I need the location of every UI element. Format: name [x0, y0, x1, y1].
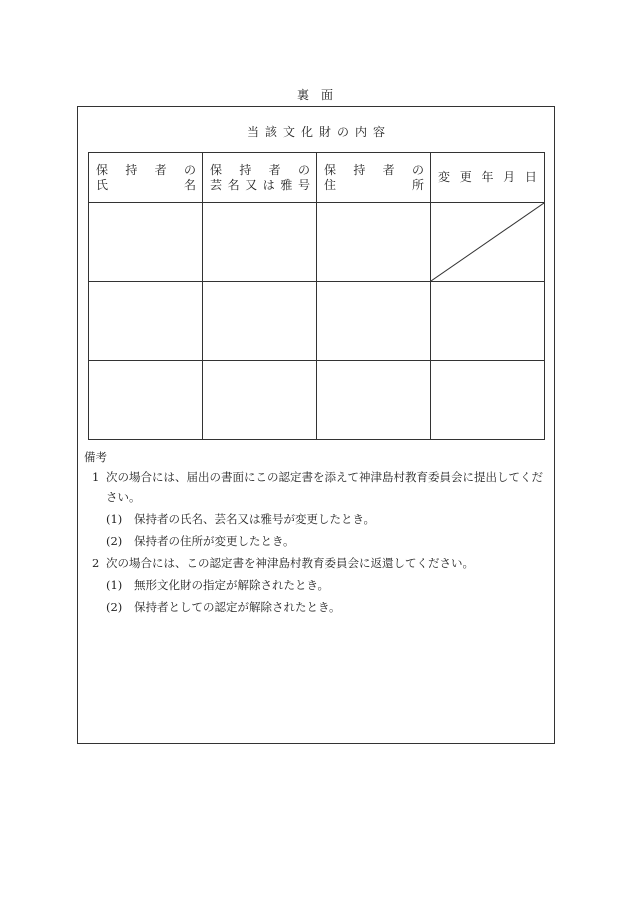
cell-holder-name[interactable] [89, 203, 203, 282]
header-holder-address-line1: 保 持 者 の [324, 163, 424, 177]
remarks-item-text: 次の場合には、届出の書面にこの認定書を添えて神津島村教育委員会に提出してください。 [106, 470, 543, 504]
header-holder-stage-name-line2: 芸 名 又 は 雅 号 [210, 178, 310, 192]
remarks-subitem-number: (2) [106, 534, 123, 548]
remarks-item-number: 2 [92, 556, 100, 570]
remarks-subitem-text: 保持者としての認定が解除されたとき。 [134, 600, 341, 614]
remarks-subitem-text: 保持者の住所が変更したとき。 [134, 534, 295, 548]
remarks-subitem [106, 531, 550, 551]
cell-holder-stage-name[interactable] [203, 282, 317, 361]
holders-table [88, 152, 545, 440]
remarks-subitem-number: (1) [106, 578, 123, 592]
remarks-subitem-text: 保持者の氏名、芸名又は雅号が変更したとき。 [134, 512, 376, 526]
cell-holder-address[interactable] [317, 203, 431, 282]
table-row [89, 203, 545, 282]
cell-holder-address[interactable] [317, 282, 431, 361]
table-row [89, 361, 545, 440]
header-holder-stage-name-line1: 保 持 者 の [210, 163, 310, 177]
cell-holder-stage-name[interactable] [203, 361, 317, 440]
cell-holder-name[interactable] [89, 361, 203, 440]
remarks-title: 備考 [84, 450, 107, 464]
header-change-date-label: 変 更 年 月 日 [438, 170, 537, 184]
header-holder-stage-name [203, 153, 317, 203]
cell-change-date[interactable] [431, 282, 545, 361]
remarks-subitem-text: 無形文化財の指定が解除されたとき。 [134, 578, 330, 592]
header-holder-name [89, 153, 203, 203]
header-holder-name-line1: 保 持 者 の [96, 163, 196, 177]
cell-change-date-struck [431, 203, 545, 282]
section-title: 当該文化財の内容 [246, 125, 391, 139]
remarks-subitem-number: (2) [106, 600, 123, 614]
header-holder-address-line2: 住 所 [324, 178, 424, 192]
remarks-subitem [106, 575, 550, 595]
remarks-subitem [106, 597, 550, 617]
cell-holder-stage-name[interactable] [203, 203, 317, 282]
table-row [89, 282, 545, 361]
header-holder-name-line2: 氏 名 [96, 178, 196, 192]
remarks-subitem-number: (1) [106, 512, 123, 526]
remarks-section [84, 447, 550, 617]
cell-holder-name[interactable] [89, 282, 203, 361]
table-header-row [89, 153, 545, 203]
remarks-item [92, 467, 550, 507]
diagonal-strike-line [431, 203, 544, 281]
remarks-subitem [106, 509, 550, 529]
remarks-item-text: 次の場合には、この認定書を神津島村教育委員会に返還してください。 [106, 556, 474, 570]
cell-change-date[interactable] [431, 361, 545, 440]
remarks-item-number: 1 [92, 470, 100, 484]
cell-holder-address[interactable] [317, 361, 431, 440]
remarks-item [92, 553, 550, 573]
header-change-date [431, 153, 545, 203]
header-holder-address [317, 153, 431, 203]
page-title: 裏面 [296, 88, 345, 102]
